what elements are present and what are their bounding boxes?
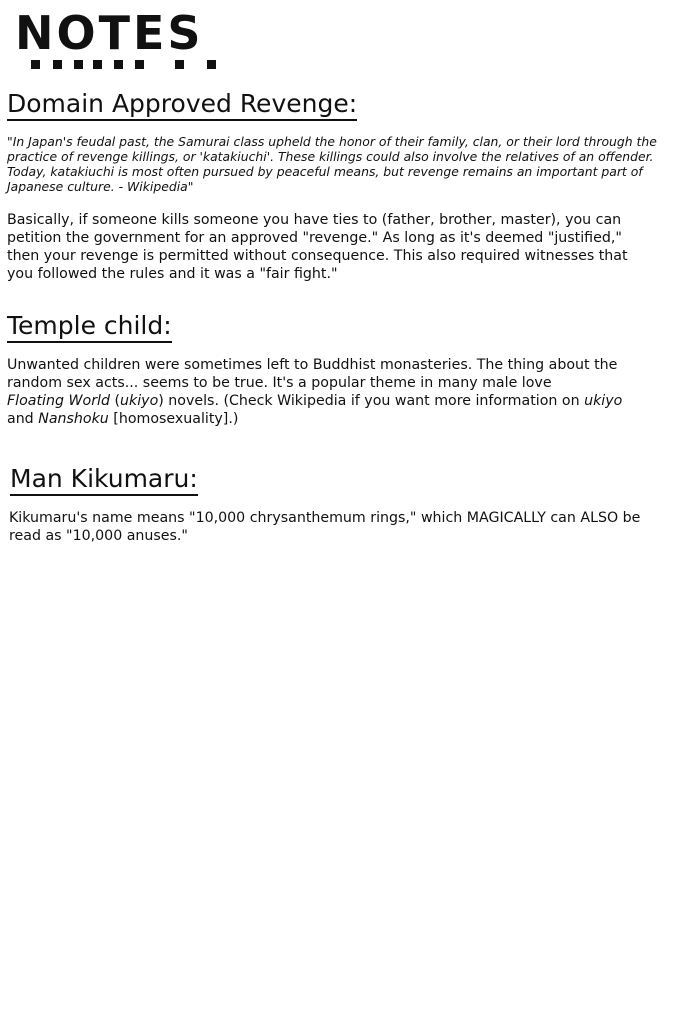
logo-dot: [31, 60, 40, 69]
logo-dot: [207, 60, 216, 69]
novels-text: ) novels. (Check Wikipedia if you want more information on: [158, 393, 585, 409]
floating-world-term: Floating World: [7, 393, 110, 409]
logo-dot: [135, 60, 144, 69]
paragraph-line: [7, 392, 693, 410]
and-text: and: [7, 411, 39, 427]
paragraph-line: Basically, if someone kills someone you have ties to (father, brother, master), you can: [7, 212, 622, 228]
paragraph-line: read as "10,000 anuses.": [9, 528, 188, 544]
quote-line: Japanese culture. - Wikipedia": [7, 179, 194, 194]
ukiyo-term: ukiyo: [120, 393, 159, 409]
paragraph-line: Kikumaru's name means "10,000 chrysanthemum rings," which MAGICALLY can ALSO be: [9, 510, 641, 526]
paragraph-line: then your revenge is permitted without consequence. This also required witnesses that: [7, 248, 628, 264]
ukiyo-term: ukiyo: [584, 393, 623, 409]
homosexuality-text: [homosexuality].): [108, 411, 239, 427]
quote-line: Today, katakiuchi is most often pursued by peaceful means, but revenge remains an important part of: [7, 164, 643, 179]
logo-dot: [175, 60, 184, 69]
notes-logo-text: NOTES: [15, 6, 204, 60]
paragraph-line: petition the government for an approved "revenge." As long as it's deemed "justified,": [7, 230, 622, 246]
paragraph-line: you followed the rules and it was a "fair fight.": [7, 266, 338, 282]
notes-logo: [15, 6, 215, 72]
paren-open: (: [109, 393, 121, 409]
paragraph-line: random sex acts... seems to be true. It's a popular theme in many male love: [7, 375, 552, 391]
logo-dot: [114, 60, 123, 69]
quote-line: "In Japan's feudal past, the Samurai class upheld the honor of their family, clan, or their lord through the: [7, 134, 657, 149]
logo-dot-pattern: [25, 60, 220, 70]
kikumaru-heading: Man Kikumaru:: [10, 464, 198, 496]
temple-child-paragraph: [7, 356, 693, 428]
logo-dot: [74, 60, 83, 69]
logo-dot: [93, 60, 102, 69]
paragraph-line: [7, 410, 693, 428]
nanshoku-term: Nanshoku: [38, 411, 109, 427]
temple-child-heading: Temple child:: [7, 311, 172, 343]
revenge-paragraph: [7, 211, 693, 283]
kikumaru-paragraph: [9, 509, 693, 545]
quote-line: practice of revenge killings, or 'katakiuchi'. These killings could also involve the relatives of an offender.: [7, 149, 654, 164]
wikipedia-quote: [7, 134, 693, 194]
paragraph-line: Unwanted children were sometimes left to Buddhist monasteries. The thing about the: [7, 357, 618, 373]
logo-dot: [53, 60, 62, 69]
revenge-heading: Domain Approved Revenge:: [7, 89, 357, 121]
